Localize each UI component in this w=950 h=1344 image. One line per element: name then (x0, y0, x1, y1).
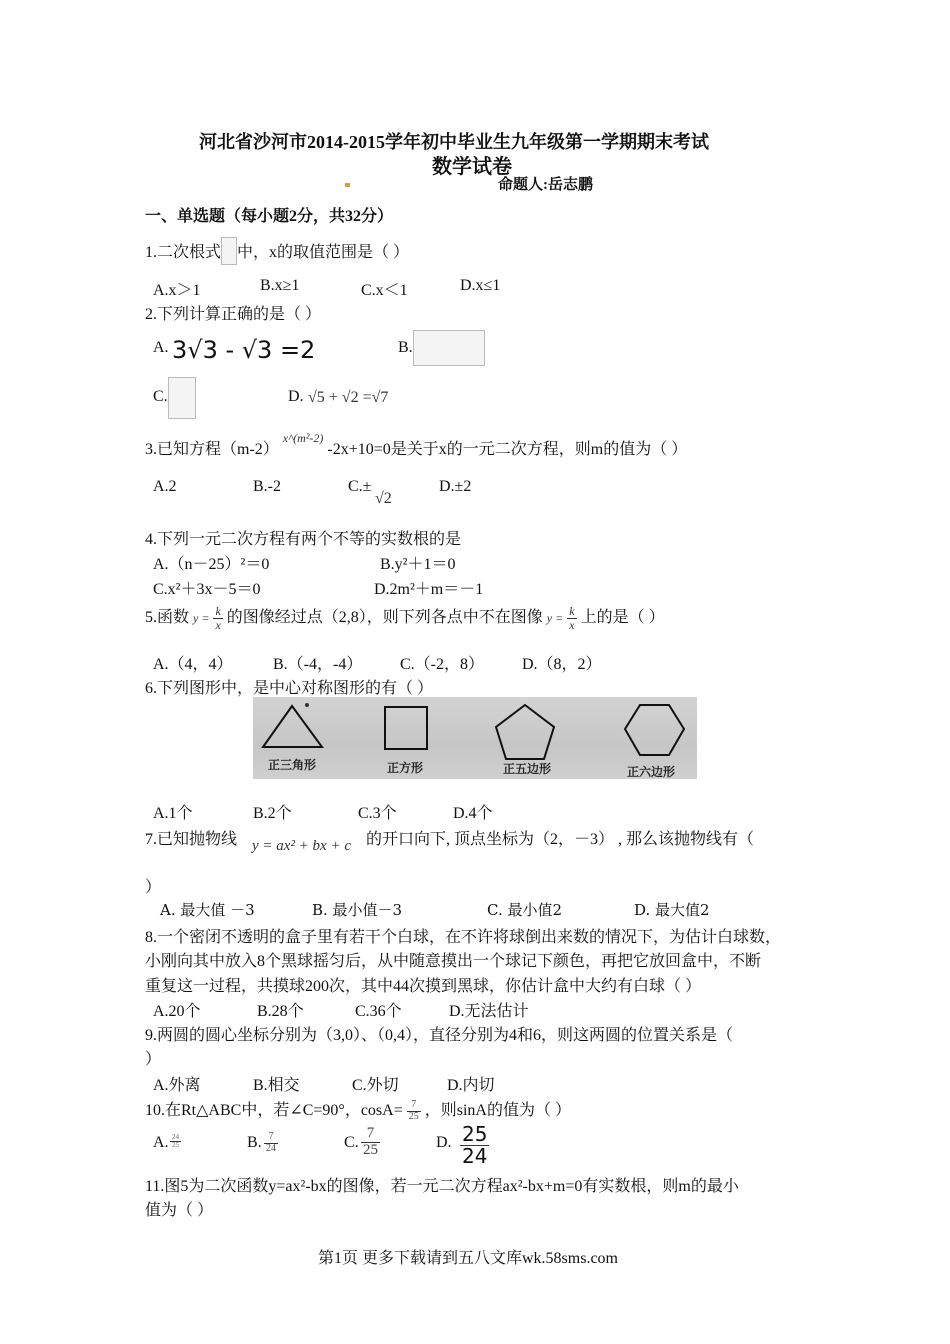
q3-option-c-root: √2 (375, 490, 392, 507)
page-title: 河北省沙河市2014-2015学年初中毕业生九年级第一学期期末考试 (199, 132, 709, 152)
q6-option-d: D.4个 (453, 805, 493, 822)
q5-post: 上的是（ ） (580, 609, 665, 626)
q3-pre: 3.已知方程（m-2） (145, 441, 279, 458)
pentagon-shape (496, 705, 554, 759)
q3-stem (145, 431, 688, 459)
q3-exponent: x^(m²-2) (282, 431, 324, 445)
figure-label-triangle: 正三角形 (268, 758, 317, 772)
section-heading: 一、单选题（每小题2分，共32分） (145, 208, 394, 225)
q3-option-a: A.2 (153, 478, 177, 495)
q2-option-a-expr: 3√3 - √3 =2 (172, 336, 316, 364)
q10-option-d-label: D. (436, 1134, 452, 1151)
q5-func-y-2: y = (546, 611, 564, 625)
q3-option-b: B.-2 (253, 478, 281, 495)
q5-func-y: y = (193, 611, 210, 625)
q5-frac-den: x (215, 617, 221, 632)
q10-a-num: 24 (172, 1133, 179, 1141)
q9-option-a: A.外离 (153, 1077, 201, 1094)
q5-option-a: A.（4，4） (153, 656, 233, 673)
q5-option-c: C.（-2，8） (400, 656, 485, 673)
q1-pre: 1.二次根式 (145, 244, 222, 261)
q10-option-a-label: A. (153, 1134, 169, 1151)
q2-option-a-label: A. (153, 339, 169, 356)
q5-mid: 的图像经过点（2,8），则下列各点中不在图像 (226, 609, 543, 626)
q7-option-c: C. 最小值2 (487, 901, 563, 919)
q10-option-b-label: B. (247, 1134, 262, 1151)
q9-option-b: B.相交 (253, 1077, 300, 1094)
q7-option-b: B. 最小值－3 (312, 901, 403, 919)
q3-option-c: C.± (348, 478, 372, 495)
q2-option-b-image-icon (413, 330, 485, 366)
q9-line-1: 9.两圆的圆心坐标分别为（3,0）、（0,4），直径分别为4和6，则这两圆的位置关系是（ (145, 1027, 734, 1044)
q10-b-den: 24 (266, 1142, 276, 1154)
q8-line-1: 8.一个密闭不透明的盒子里有若干个白球，在不许将球倒出来数的情况下，为估计白球数， (145, 929, 782, 946)
q10-d-num: 25 (462, 1122, 488, 1146)
stray-mark (345, 183, 350, 187)
q8-option-b: B.28个 (257, 1003, 304, 1020)
q7-post: 的开口向下, 顶点坐标为（2，－3） , 那么该抛物线有（ (366, 831, 755, 848)
q10-option-b-fraction (264, 1132, 278, 1154)
q10-cos-den: 25 (408, 1110, 419, 1122)
q10-stem (145, 1097, 571, 1122)
q1-option-d: D.x≤1 (460, 277, 501, 294)
q11-line-2: 值为（ ） (145, 1202, 214, 1219)
hexagon-shape (625, 705, 684, 755)
q10-b-num: 7 (264, 1132, 278, 1144)
q4-option-b: B.y²＋1＝0 (380, 556, 456, 573)
q5-fraction-2 (567, 605, 576, 631)
q4-option-c: C.x²＋3x－5＝0 (153, 581, 261, 598)
author-line: 命题人:岳志鹏 (498, 177, 593, 193)
q5-frac2-num: k (569, 604, 575, 619)
q10-a-den: 25 (172, 1141, 179, 1150)
q1-option-b: B.x≥1 (260, 277, 300, 294)
q5-frac2-den: x (569, 617, 575, 632)
q6-stem: 6.下列图形中，是中心对称图形的有（ ） (145, 680, 434, 697)
q10-cos-num: 7 (407, 1100, 421, 1112)
q10-option-c-fraction (361, 1126, 380, 1159)
q2-option-c-label: C. (153, 388, 168, 405)
q6-option-a: A.1个 (153, 805, 193, 822)
q10-pre: 10.在Rt△ABC中，若∠C=90°，cosA= (145, 1102, 403, 1119)
q10-c-num: 7 (361, 1126, 380, 1143)
figure-label-pentagon: 正五边形 (503, 762, 552, 776)
q8-line-2: 小刚向其中放入8个黑球摇匀后，从中随意摸出一个球记下颜色，再把它放回盒中，不断 (145, 953, 762, 970)
q9-option-c: C.外切 (352, 1077, 399, 1094)
q5-stem (145, 604, 665, 631)
q4-option-d: D.2m²＋m＝－1 (374, 581, 484, 598)
q8-option-d: D.无法估计 (449, 1003, 529, 1020)
q11-line-1: 11.图5为二次函数y=ax²-bx的图像，若一元二次方程ax²-bx+m=0有实数根，则m的最小 (145, 1178, 739, 1195)
q10-d-den: 24 (462, 1144, 488, 1168)
page-footer: 第1页 更多下载请到五八文库wk.58sms.com (318, 1250, 619, 1267)
stray-dot (305, 703, 309, 707)
q10-cos-fraction (407, 1100, 421, 1122)
q8-line-3: 重复这一过程，共摸球200次，其中44次摸到黑球，你估计盒中大约有白球（ ） (145, 978, 702, 995)
q5-option-b: B.（-4，-4） (273, 656, 363, 673)
q4-stem: 4.下列一元二次方程有两个不等的实数根的是 (145, 531, 462, 548)
q1-post: 中，x的取值范围是（ ） (237, 244, 410, 261)
q7-option-d: D. 最大值2 (634, 901, 710, 919)
q6-option-c: C.3个 (358, 805, 397, 822)
page-subtitle: 数学试卷 (432, 156, 512, 178)
q5-frac-num: k (215, 604, 221, 619)
q7-cont: ） (145, 879, 162, 896)
q8-option-a: A.20个 (153, 1003, 201, 1020)
q6-shapes-figure (253, 697, 697, 779)
q2-option-d-label: D. (288, 388, 304, 405)
q9-option-d: D.内切 (447, 1077, 495, 1094)
q5-fraction (213, 605, 222, 631)
q1-option-c: C.x＜1 (361, 282, 408, 299)
q4-option-a: A.（n－25）²＝0 (153, 556, 270, 573)
figure-label-square: 正方形 (387, 761, 424, 775)
triangle-shape (263, 706, 322, 747)
q10-option-c-label: C. (344, 1134, 359, 1151)
q2-stem: 2.下列计算正确的是（ ） (145, 306, 322, 323)
figure-label-hexagon: 正六边形 (627, 765, 676, 779)
q1-stem (145, 237, 409, 265)
q7-expr: y = ax² + bx + c (252, 838, 351, 854)
square-shape (385, 707, 427, 749)
q5-option-d: D.（8，2） (522, 656, 602, 673)
q8-option-c: C.36个 (355, 1003, 402, 1020)
q7-pre: 7.已知抛物线 (145, 831, 238, 848)
q3-post: -2x+10=0是关于x的一元二次方程，则m的值为（ ） (327, 441, 688, 458)
q2-option-c-image-icon (168, 377, 196, 419)
q3-option-d: D.±2 (439, 478, 472, 495)
q10-option-a-fraction (170, 1134, 181, 1150)
q10-post: ，则sinA的值为（ ） (424, 1102, 571, 1119)
q10-option-d-fraction (460, 1124, 489, 1167)
q7-option-a: A. 最大值 －3 (160, 901, 255, 919)
q2-option-b-label: B. (398, 339, 413, 356)
q9-line-2: ） (145, 1051, 162, 1068)
q10-c-den: 25 (363, 1141, 378, 1158)
q2-option-d-expr: √5 + √2 =√7 (308, 389, 389, 406)
radical-image-icon (221, 237, 237, 265)
q6-option-b: B.2个 (253, 805, 292, 822)
q1-option-a: A.x＞1 (153, 282, 201, 299)
q5-pre: 5.函数 (145, 609, 190, 626)
